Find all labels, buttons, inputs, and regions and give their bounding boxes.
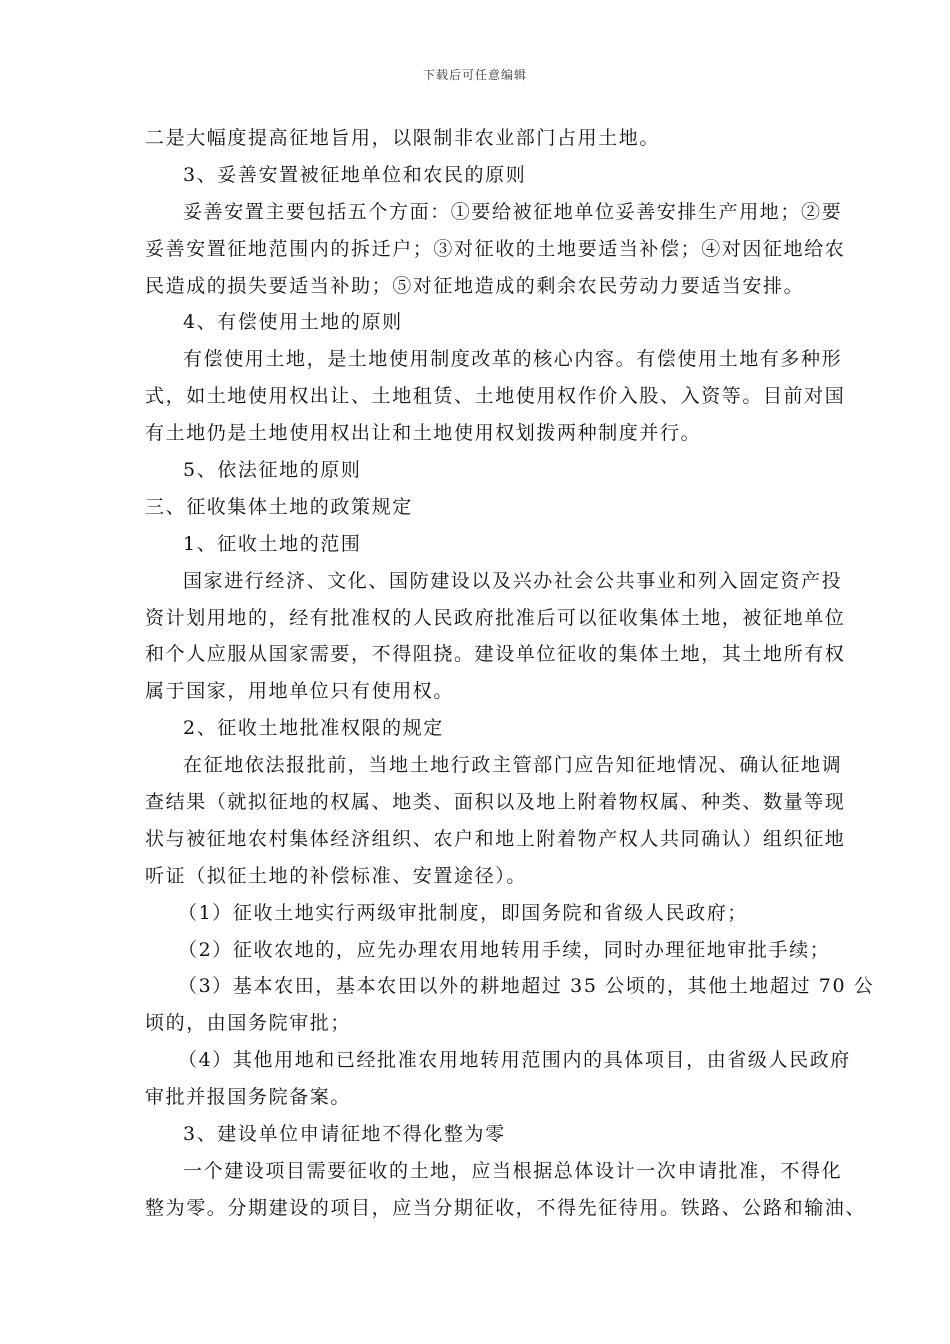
- paragraph-line: 有土地仍是土地使用权出让和土地使用权划拨两种制度并行。: [145, 422, 702, 445]
- section-heading: 3、妥善安置被征地单位和农民的原则: [183, 163, 527, 186]
- list-item: （4）其他用地和已经批准农用地转用范围内的具体项目，由省级人民政府: [178, 1049, 851, 1072]
- paragraph-line: 属于国家，用地单位只有使用权。: [145, 680, 455, 703]
- paragraph-line: 有偿使用土地，是土地使用制度改革的核心内容。有偿使用土地有多种形: [183, 348, 843, 371]
- paragraph-line: 查结果（就拟征地的权属、地类、面积以及地上附着物权属、种类、数量等现: [145, 791, 846, 814]
- paragraph-line: 资计划用地的，经有批准权的人民政府批准后可以征收集体土地，被征地单位: [145, 606, 846, 629]
- list-item: （2）征收农地的，应先办理农用地转用手续，同时办理征地审批手续；: [178, 938, 831, 961]
- document-body: [145, 120, 875, 1227]
- paragraph-line: 听证（拟征土地的补偿标准、安置途径）。: [145, 864, 527, 887]
- section-heading: 1、征收土地的范围: [183, 532, 362, 555]
- section-heading: 3、建设单位申请征地不得化整为零: [183, 1123, 506, 1146]
- paragraph-line: 妥善安置征地范围内的拆迁户；③对征收的土地要适当补偿；④对因征地给农: [145, 237, 846, 260]
- paragraph-line: 二是大幅度提高征地旨用，以限制非农业部门占用土地。: [145, 127, 661, 149]
- paragraph-line: 国家进行经济、文化、国防建设以及兴办社会公共事业和列入固定资产投: [183, 569, 843, 592]
- paragraph-line: 状与被征地农村集体经济组织、农户和地上附着物产权人共同确认）组织征地: [145, 827, 846, 850]
- page-header: 下载后可任意编辑: [422, 68, 527, 82]
- paragraph-line: 妥善安置主要包括五个方面：①要给被征地单位妥善安排生产用地；②要: [183, 200, 843, 223]
- section-heading: 2、征收土地批准权限的规定: [183, 717, 444, 740]
- paragraph-line: 整为零。分期建设的项目，应当分期征收，不得先征待用。铁路、公路和输油、: [145, 1196, 867, 1219]
- paragraph-line: 式，如土地使用权出让、土地租赁、土地使用权作价入股、入资等。目前对国: [145, 385, 846, 408]
- section-heading: 5、依法征地的原则: [183, 459, 362, 482]
- paragraph-line: 和个人应服从国家需要，不得阻挠。建设单位征收的集体土地，其土地所有权: [145, 643, 846, 666]
- chapter-heading: 三、征收集体土地的政策规定: [145, 495, 413, 518]
- section-heading: 4、有偿使用土地的原则: [183, 311, 403, 334]
- paragraph-line: 民造成的损失要适当补助；⑤对征地造成的剩余农民劳动力要适当安排。: [145, 274, 805, 297]
- list-item: （1）征收土地实行两级审批制度，即国务院和省级人民政府；: [178, 901, 748, 924]
- list-item-continuation: 审批并报国务院备案。: [145, 1086, 352, 1109]
- paragraph-line: 一个建设项目需要征收的土地，应当根据总体设计一次申请批准，不得化: [183, 1159, 843, 1182]
- paragraph-line: 在征地依法报批前，当地土地行政主管部门应告知征地情况、确认征地调: [183, 754, 843, 777]
- list-item: （3）基本农田，基本农田以外的耕地超过 35 公顷的，其他土地超过 70 公: [178, 975, 875, 998]
- list-item-continuation: 顷的，由国务院审批；: [145, 1012, 352, 1035]
